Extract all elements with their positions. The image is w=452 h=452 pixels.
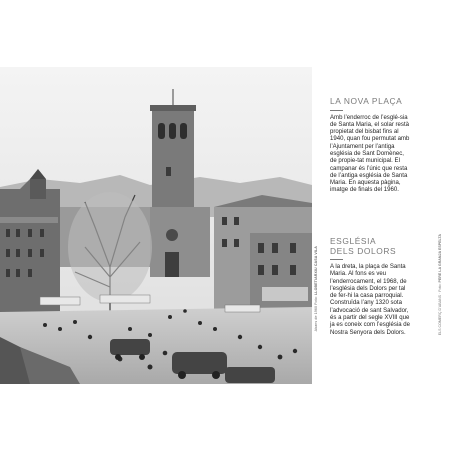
photo-credit xyxy=(314,246,318,331)
section-nova-placa xyxy=(330,97,410,195)
historical-photo xyxy=(0,67,312,384)
section2-heading-line1: ESGLÉSIA xyxy=(330,236,377,246)
section1-body: Amb l’enderroc de l’esglé-sia de Santa Maria, el solar restà propietat del bisbat fins al 1940, quan fou permutat amb l’Ajuntament per l’antiga església de Sant Domènec, de propie-tat municipal. El campanar és l’únic que resta de l’antiga església de Santa Maria. En aquesta pàgina, imatge de finals del 1960. xyxy=(330,114,410,194)
sidebar-credit-author: PERE LA GRANJA ESPELTA xyxy=(438,234,442,283)
section2-rule xyxy=(330,259,343,260)
sidebar-credit-label: Foto: xyxy=(438,282,442,292)
section1-heading: LA NOVA PLAÇA xyxy=(330,96,403,106)
section-esglesia-dolors xyxy=(330,237,412,337)
sidebar-credit xyxy=(438,234,442,335)
photo-credit-prefix: Abans de 1960 xyxy=(314,305,318,332)
historical-photo-icon xyxy=(0,67,312,384)
photo-credit-label: Foto: xyxy=(314,295,318,305)
section1-rule xyxy=(330,110,343,111)
photo-credit-author: LLOBET/ARXIU CASA VILA xyxy=(314,246,318,295)
sidebar-credit-prefix: ELS COMERÇ D’ABANS · xyxy=(438,291,442,336)
section2-heading-line2: DELS DOLORS xyxy=(330,245,397,256)
section2-body: A la dreta, la plaça de Santa Maria. Al fons es veu l’enderrocament, el 1968, de l’església dels Dolors per tal de fer-hi la casa parroquial. Construïda l’any 1320 sota l’advocació de sant Salvador, és a partir del segle XVIII que ja es coneix com l’església de Nostra Senyora dels Dolors. xyxy=(330,264,410,336)
